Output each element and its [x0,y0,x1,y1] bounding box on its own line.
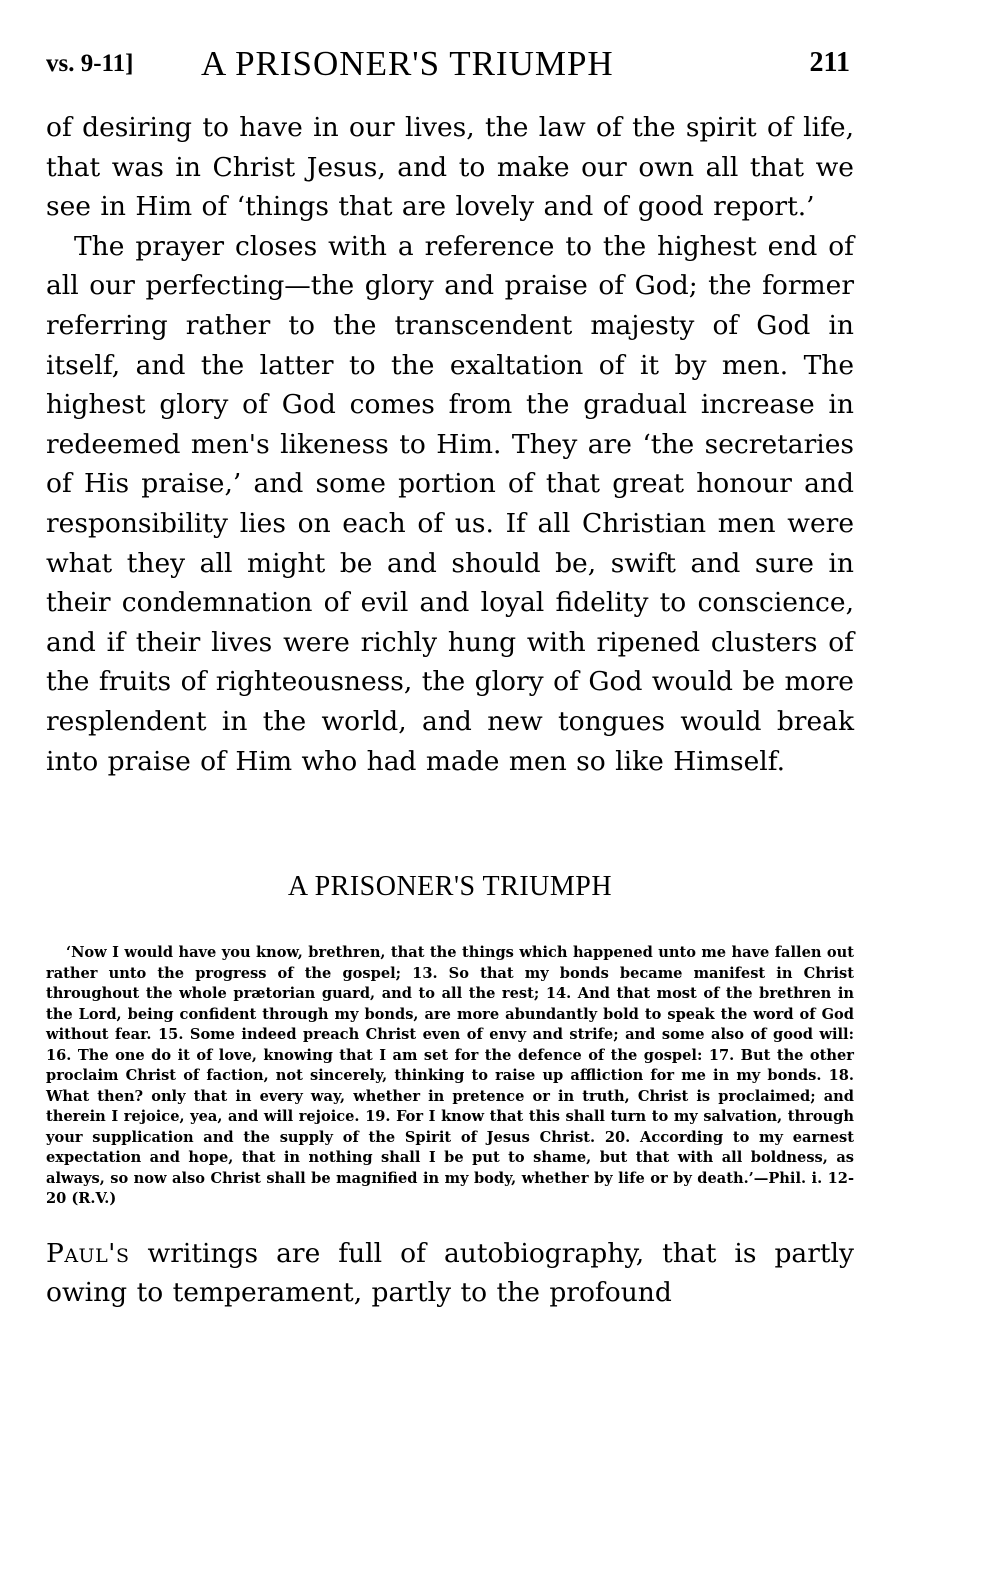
page-number: 211 [809,47,850,78]
opening-rest: writings are full of autobiography, that is partly owing to temperament, partly to the profound [46,1237,854,1309]
running-head [46,44,854,92]
chapter-reference: vs. 9-11] [46,50,134,77]
running-title: A PRISONER'S TRIUMPH [201,44,614,83]
paragraph-continued: of desiring to have in our lives, the law of the spirit of life, that was in Christ Jesus, and to make our own all that we see in Him of ‘things that are lovely and of good report.’ [46,112,854,223]
scripture-text [46,943,854,1210]
scripture-citation: Phil. i. 12-20 (R.V.) [46,1169,855,1208]
section-heading: A PRISONER'S TRIUMPH [287,871,613,903]
opening-paragraph [46,1234,854,1313]
scripture-passage [46,943,854,1210]
scripture-body: ‘Now I would have you know, brethren, that the things which happened unto me have fallen out rather unto the progress of the gospel; 13. So that my bonds became manifest in Christ throughout the whole prætorian guard, and to all the rest; 14. And that most of the brethren in the Lord, being confident through my bonds, are more abundantly bold to speak the word of God without fear. 15. Some indeed preach Christ even of envy and strife; and some also of good will: 16. The one do it of love, knowing that I am set for the defence of the gospel: 17. But the other proclaim Christ of faction, not sincerely, thinking to raise up affliction for me in my bonds. 18. What then? only that in every way, whether in pretence or in truth, Christ is proclaimed; and therein I rejoice, yea, and will rejoice. 19. For I know that this shall turn to my salvation, through your supplication and the supply of the Spirit of Jesus Christ. 20. According to my earnest expectation and hope, that in nothing shall I be put to shame, but that with all boldness, as always, so now also Christ shall be magnified in my body, whether by life or by death.’— [46,944,854,1187]
opening-lead-word: Paul's [46,1237,130,1269]
opening-text [46,1234,854,1313]
paragraph: The prayer closes with a reference to the highest end of all our perfecting—the glory and praise of God; the former referring rather to the transcendent majesty of God in itself, and the latter to the exaltation of it by men. The highest glory of God comes from the gradual increase in redeemed men's likeness to Him. They are ‘the secretaries of His praise,’ and some portion of that great honour and responsibility lies on each of us. If all Christian men were what they all might be and should be, swift and sure in their condemnation of evil and loyal fidelity to conscience, and if their lives were richly hung with ripened clusters of the fruits of righteousness, the glory of God would be more resplendent in the world, and new tongues would break into praise of Him who had made men so like Himself. [46,230,854,777]
book-page [46,44,854,1313]
body-text [46,108,854,781]
